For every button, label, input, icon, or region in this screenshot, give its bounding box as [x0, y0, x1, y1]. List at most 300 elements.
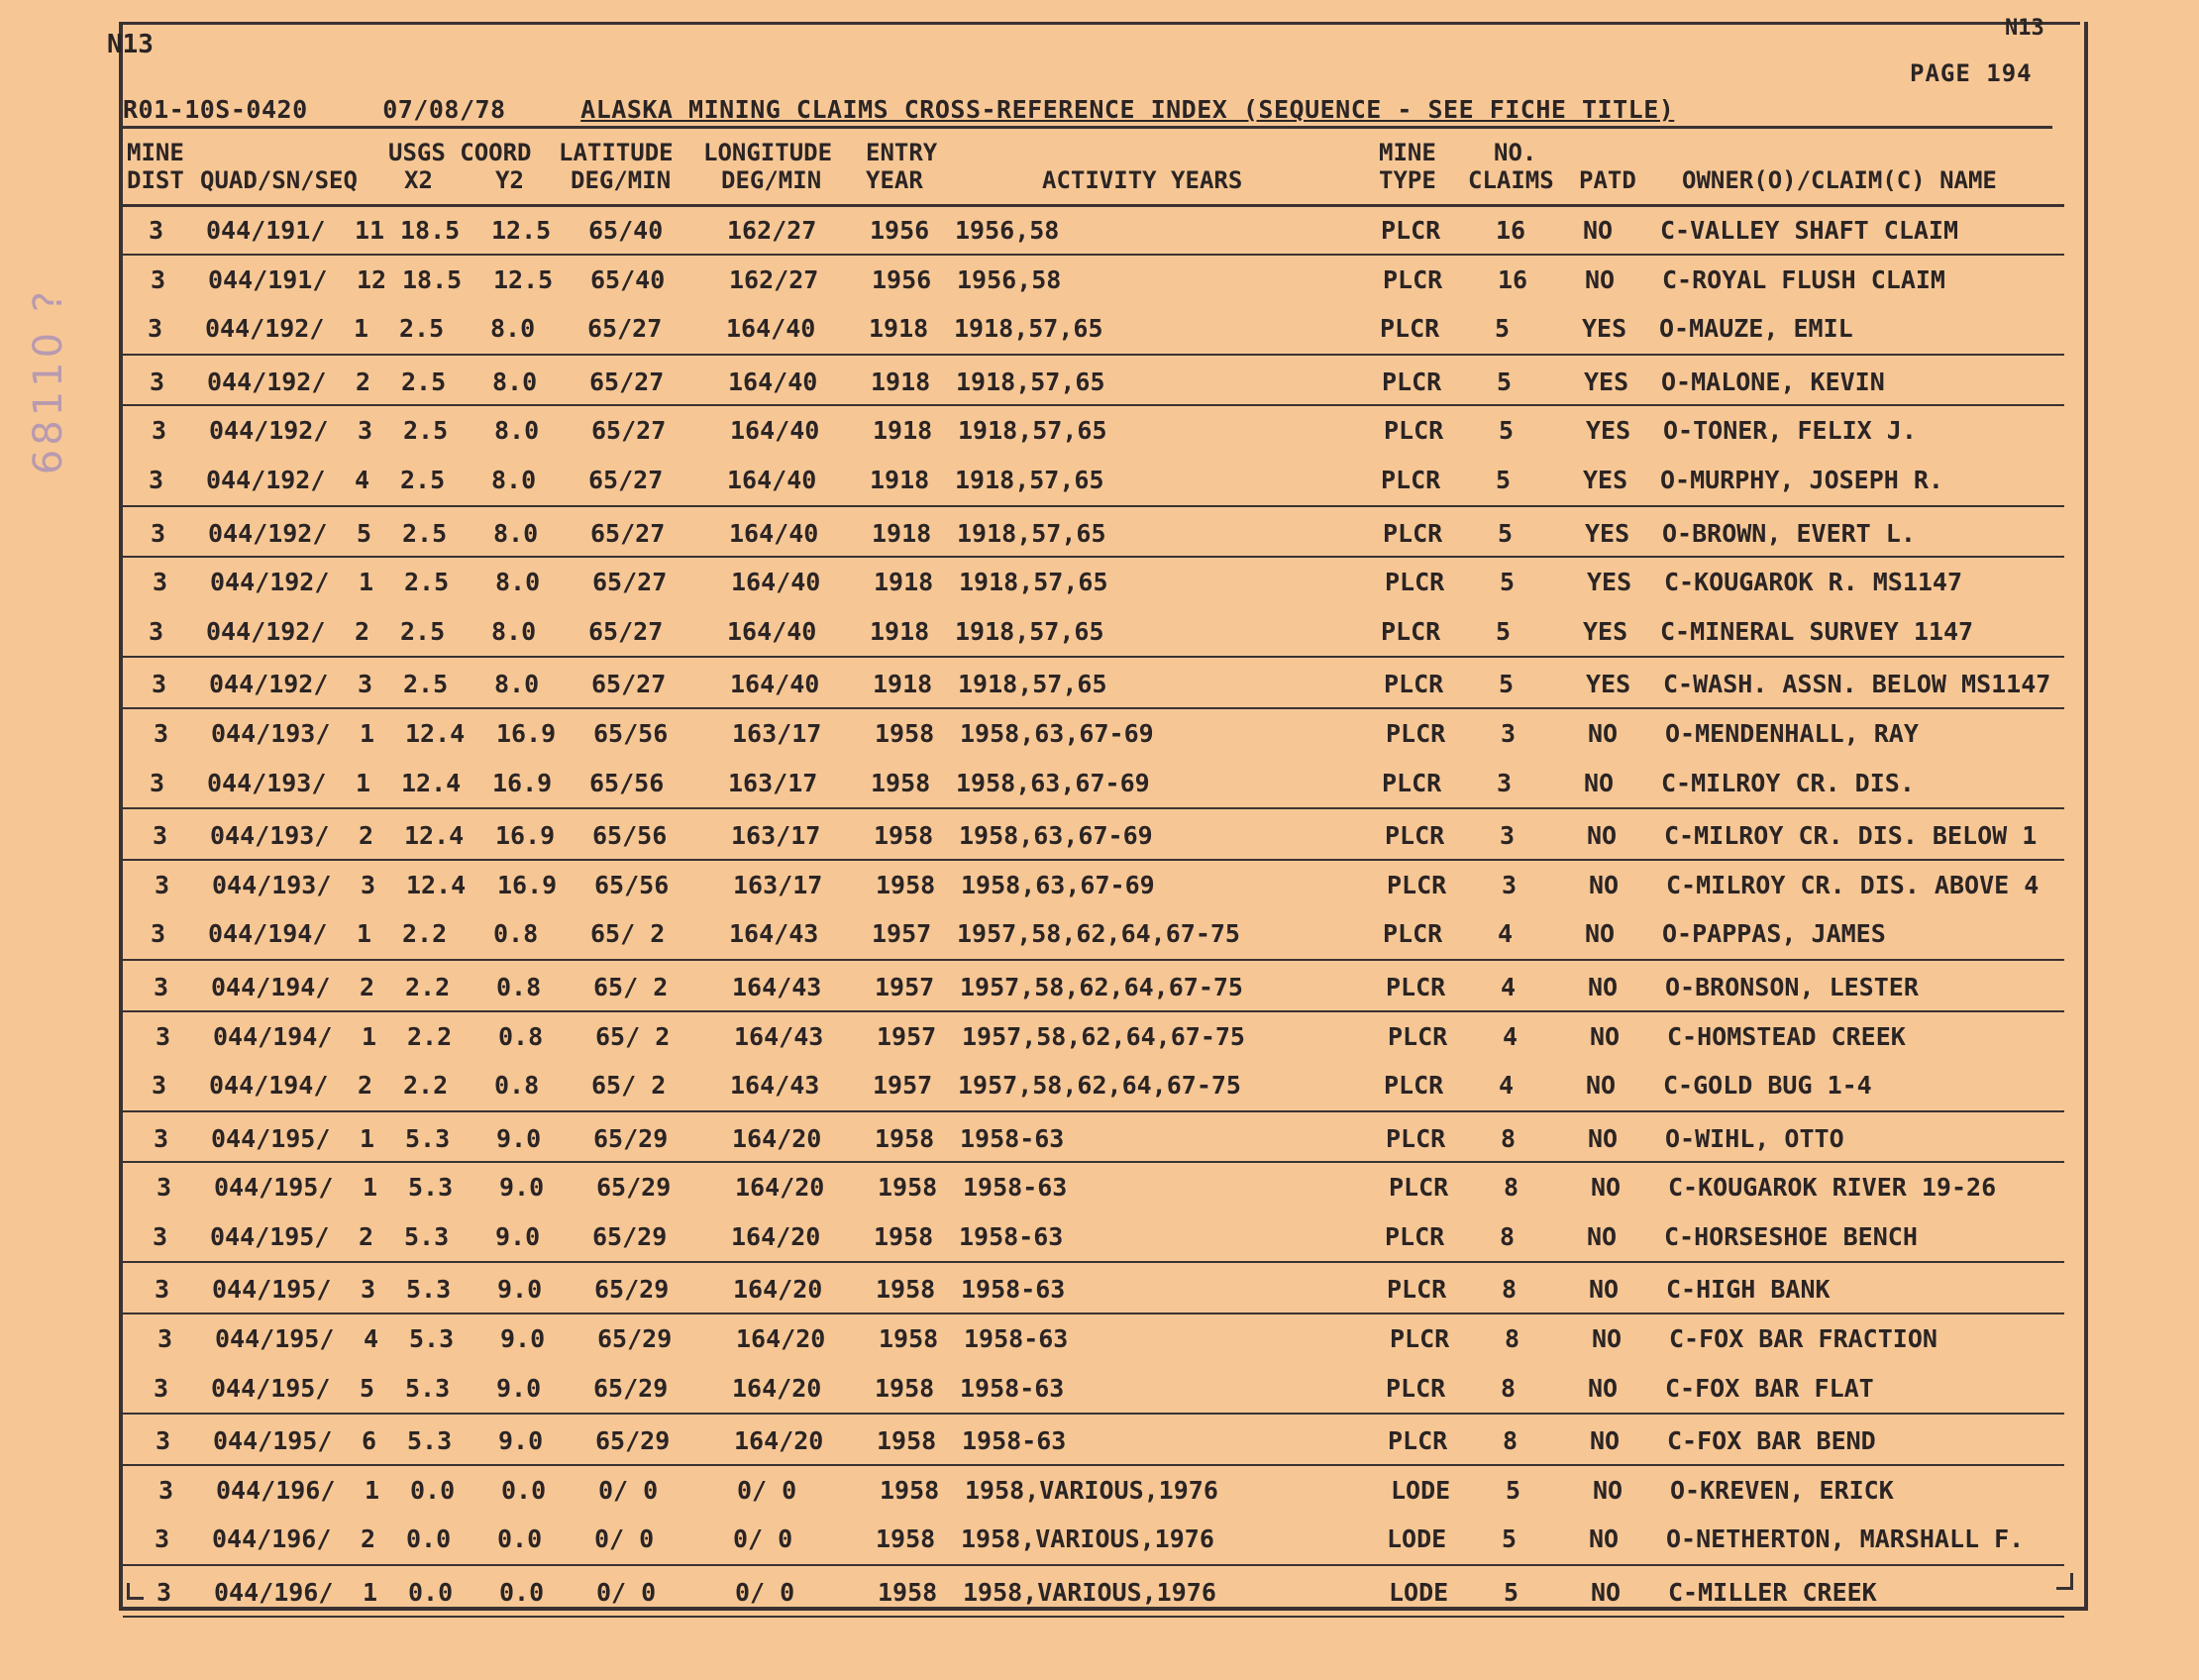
row-dist: 3 [153, 568, 168, 597]
row-lon: 164/40 [727, 465, 817, 494]
row-lon: 0/ 0 [735, 1578, 795, 1608]
row-claims: 5 [1497, 367, 1513, 396]
row-name: O-PAPPAS, JAMES [1662, 919, 1886, 949]
table-row [123, 759, 2064, 810]
row-dist: 3 [156, 1426, 171, 1456]
row-name: C-MINERAL SURVEY 1147 [1660, 616, 1974, 646]
table-row [123, 1112, 2064, 1164]
row-x2: 5.3 [409, 1324, 455, 1354]
row-type: PLCR [1384, 416, 1444, 446]
row-patd: YES [1584, 367, 1629, 396]
row-patd: NO [1588, 1373, 1619, 1403]
row-claims: 8 [1501, 1123, 1517, 1153]
row-type: PLCR [1382, 768, 1442, 797]
row-claims: 5 [1500, 568, 1516, 597]
row-name: O-KREVEN, ERICK [1670, 1475, 1894, 1505]
row-y2: 9.0 [499, 1173, 545, 1203]
row-name: C-HIGH BANK [1666, 1275, 1831, 1305]
row-dist: 3 [148, 314, 163, 344]
row-lon: 164/43 [732, 972, 822, 1001]
row-name: O-NETHERTON, MARSHALL F. [1666, 1524, 2025, 1554]
row-lon: 0/ 0 [733, 1524, 793, 1554]
row-seq: 1 [365, 1475, 380, 1505]
claims-table [123, 204, 2064, 1618]
col-owner: OWNER(O)/CLAIM(C) NAME [1682, 166, 1997, 194]
row-dist: 3 [155, 1275, 170, 1305]
row-patd: YES [1586, 416, 1631, 446]
table-row [123, 406, 2064, 456]
row-activity: 1957,58,62,64,67-75 [962, 1021, 1245, 1051]
row-name: O-BROWN, EVERT L. [1662, 518, 1916, 548]
row-y2: 16.9 [495, 821, 556, 851]
row-entry: 1957 [872, 919, 932, 949]
row-x2: 2.2 [403, 1071, 449, 1101]
row-x2: 5.3 [404, 1221, 450, 1251]
row-activity: 1957,58,62,64,67-75 [957, 919, 1240, 949]
table-row [123, 961, 2064, 1012]
row-activity: 1957,58,62,64,67-75 [960, 972, 1243, 1001]
table-row [123, 1012, 2064, 1062]
row-activity: 1958,VARIOUS,1976 [963, 1578, 1216, 1608]
row-dist: 3 [157, 1324, 173, 1354]
col-claims2: CLAIMS [1468, 166, 1554, 194]
row-lon: 164/40 [726, 314, 816, 344]
row-dist: 3 [153, 821, 168, 851]
row-name: C-FOX BAR FRACTION [1669, 1324, 1937, 1354]
row-lat: 0/ 0 [596, 1578, 657, 1608]
row-y2: 16.9 [492, 768, 553, 797]
row-entry: 1957 [877, 1021, 937, 1051]
row-type: PLCR [1386, 718, 1446, 748]
row-patd: NO [1593, 1475, 1623, 1505]
row-dist: 3 [150, 367, 165, 396]
row-quad: 044/194/ [208, 919, 328, 949]
row-x2: 0.0 [406, 1524, 452, 1554]
table-row [123, 1515, 2064, 1566]
row-name: O-WIHL, OTTO [1665, 1123, 1844, 1153]
table-row [123, 658, 2064, 709]
row-quad: 044/191/ [206, 216, 326, 245]
col-claims: NO. [1494, 139, 1537, 166]
row-quad: 044/194/ [211, 972, 331, 1001]
row-lat: 65/ 2 [590, 919, 666, 949]
col-entry: ENTRY [866, 139, 938, 166]
row-activity: 1956,58 [957, 264, 1062, 294]
table-row [123, 909, 2064, 961]
row-dist: 3 [150, 768, 165, 797]
row-lon: 164/40 [728, 367, 818, 396]
row-x2: 5.3 [405, 1373, 451, 1403]
row-seq: 2 [359, 1221, 374, 1251]
row-lon: 164/40 [727, 616, 817, 646]
row-dist: 3 [154, 1123, 169, 1153]
row-y2: 16.9 [497, 870, 558, 899]
row-lat: 65/40 [590, 264, 666, 294]
row-dist: 3 [152, 1071, 167, 1101]
table-row [123, 304, 2064, 356]
table-row [123, 861, 2064, 910]
row-claims: 16 [1498, 264, 1528, 294]
row-dist: 3 [155, 870, 170, 899]
row-seq: 5 [360, 1373, 375, 1403]
row-name: C-KOUGAROK R. MS1147 [1664, 568, 1963, 597]
row-quad: 044/193/ [212, 870, 332, 899]
row-claims: 5 [1504, 1578, 1519, 1608]
row-lat: 65/27 [591, 416, 667, 446]
row-seq: 1 [363, 1173, 378, 1203]
row-name: O-MENDENHALL, RAY [1665, 718, 1919, 748]
row-y2: 0.8 [498, 1021, 544, 1051]
row-activity: 1958-63 [964, 1324, 1069, 1354]
row-quad: 044/195/ [211, 1123, 331, 1153]
row-dist: 3 [151, 518, 166, 548]
row-y2: 9.0 [496, 1123, 542, 1153]
row-lon: 162/27 [729, 264, 819, 294]
row-lon: 163/17 [731, 821, 821, 851]
report-date: 07/08/78 [382, 95, 506, 124]
row-lon: 164/20 [733, 1275, 823, 1305]
row-dist: 3 [152, 416, 167, 446]
row-x2: 5.3 [408, 1173, 454, 1203]
row-x2: 5.3 [407, 1426, 453, 1456]
row-patd: NO [1589, 870, 1620, 899]
row-name: C-KOUGAROK RIVER 19-26 [1668, 1173, 1997, 1203]
row-quad: 044/195/ [212, 1275, 332, 1305]
table-row [123, 256, 2064, 305]
row-name: O-MAUZE, EMIL [1659, 314, 1853, 344]
row-entry: 1958 [876, 870, 936, 899]
row-type: PLCR [1381, 465, 1441, 494]
row-quad: 044/192/ [208, 518, 328, 548]
row-patd: NO [1588, 718, 1619, 748]
row-quad: 044/195/ [213, 1426, 333, 1456]
report-id: R01-10S-0420 [123, 95, 308, 124]
table-row [123, 456, 2064, 507]
table-row [123, 1212, 2064, 1264]
row-claims: 5 [1495, 314, 1511, 344]
row-quad: 044/195/ [215, 1324, 335, 1354]
row-lon: 164/43 [730, 1071, 820, 1101]
row-name: O-BRONSON, LESTER [1665, 972, 1919, 1001]
row-quad: 044/192/ [206, 465, 326, 494]
row-name: O-MURPHY, JOSEPH R. [1660, 465, 1943, 494]
row-y2: 0.0 [501, 1475, 547, 1505]
row-lat: 65/27 [589, 367, 665, 396]
row-x2: 2.5 [399, 314, 445, 344]
row-claims: 5 [1499, 670, 1515, 699]
row-claims: 5 [1499, 416, 1515, 446]
row-x2: 12.4 [406, 870, 467, 899]
row-dist: 3 [156, 1021, 171, 1051]
row-patd: NO [1588, 972, 1619, 1001]
row-y2: 8.0 [494, 416, 540, 446]
row-x2: 12.4 [404, 821, 465, 851]
row-claims: 5 [1502, 1524, 1518, 1554]
table-row [123, 1364, 2064, 1416]
row-lat: 65/29 [595, 1426, 671, 1456]
row-quad: 044/192/ [209, 416, 329, 446]
row-quad: 044/191/ [208, 264, 328, 294]
col-lat-unit: DEG/MIN [571, 166, 672, 194]
row-claims: 8 [1503, 1426, 1518, 1456]
row-claims: 3 [1501, 718, 1517, 748]
row-entry: 1958 [875, 718, 935, 748]
row-patd: YES [1585, 518, 1630, 548]
row-name: C-WASH. ASSN. BELOW MS1147 [1663, 670, 2051, 699]
row-y2: 8.0 [492, 367, 538, 396]
row-claims: 5 [1506, 1475, 1521, 1505]
row-quad: 044/193/ [211, 718, 331, 748]
table-row [123, 204, 2064, 256]
row-y2: 12.5 [493, 264, 554, 294]
row-dist: 3 [151, 264, 166, 294]
table-row [123, 1314, 2064, 1364]
row-seq: 11 [355, 216, 385, 245]
row-claims: 8 [1504, 1173, 1519, 1203]
row-type: PLCR [1385, 1221, 1445, 1251]
row-dist: 3 [149, 465, 164, 494]
row-lat: 0/ 0 [598, 1475, 659, 1505]
row-entry: 1958 [875, 1373, 935, 1403]
row-entry: 1958 [880, 1475, 940, 1505]
row-type: LODE [1389, 1578, 1449, 1608]
row-claims: 8 [1500, 1221, 1516, 1251]
row-dist: 3 [154, 1373, 169, 1403]
row-entry: 1958 [876, 1524, 936, 1554]
row-quad: 044/193/ [207, 768, 327, 797]
row-patd: NO [1591, 1578, 1622, 1608]
table-row [123, 1415, 2064, 1466]
table-row [123, 1466, 2064, 1516]
row-dist: 3 [149, 216, 164, 245]
row-entry: 1958 [874, 821, 934, 851]
row-quad: 044/195/ [210, 1221, 330, 1251]
row-type: PLCR [1383, 264, 1443, 294]
row-lat: 65/29 [594, 1275, 670, 1305]
col-entry-year: YEAR [866, 166, 923, 194]
row-dist: 3 [157, 1173, 172, 1203]
table-row [123, 1061, 2064, 1112]
report-header [123, 95, 2052, 129]
table-row [123, 709, 2064, 759]
row-seq: 12 [357, 264, 387, 294]
row-quad: 044/192/ [207, 367, 327, 396]
row-activity: 1918,57,65 [954, 314, 1103, 344]
row-entry: 1918 [872, 518, 932, 548]
row-lon: 164/40 [730, 670, 820, 699]
col-usgs: USGS COORD [388, 139, 532, 166]
row-lat: 65/27 [590, 518, 666, 548]
row-quad: 044/193/ [210, 821, 330, 851]
row-lon: 164/20 [732, 1373, 822, 1403]
row-dist: 3 [151, 919, 166, 949]
corner-code: N13 [107, 30, 154, 59]
row-patd: YES [1583, 616, 1628, 646]
row-type: PLCR [1381, 216, 1441, 245]
row-activity: 1958,63,67-69 [959, 821, 1153, 851]
row-seq: 1 [356, 768, 371, 797]
row-seq: 3 [358, 670, 373, 699]
table-row [123, 809, 2064, 861]
row-type: PLCR [1387, 870, 1447, 899]
row-dist: 3 [153, 1221, 168, 1251]
row-seq: 2 [356, 367, 371, 396]
col-patd: PATD [1579, 166, 1636, 194]
row-seq: 1 [359, 568, 374, 597]
row-lat: 65/ 2 [593, 972, 669, 1001]
row-lon: 163/17 [732, 718, 822, 748]
row-lat: 0/ 0 [594, 1524, 655, 1554]
row-dist: 3 [155, 1524, 170, 1554]
row-entry: 1918 [873, 670, 933, 699]
col-x2: X2 [404, 166, 433, 194]
row-entry: 1958 [878, 1173, 938, 1203]
row-name: C-MILROY CR. DIS. BELOW 1 [1664, 821, 2038, 851]
row-lat: 65/29 [597, 1324, 673, 1354]
row-name: C-ROYAL FLUSH CLAIM [1662, 264, 1945, 294]
row-x2: 5.3 [406, 1275, 452, 1305]
row-quad: 044/196/ [212, 1524, 332, 1554]
row-quad: 044/192/ [206, 616, 326, 646]
row-x2: 18.5 [402, 264, 463, 294]
row-lat: 65/56 [594, 870, 670, 899]
row-lon: 164/40 [729, 518, 819, 548]
row-seq: 5 [357, 518, 372, 548]
row-name: O-MALONE, KEVIN [1661, 367, 1885, 396]
row-seq: 1 [354, 314, 369, 344]
row-seq: 1 [360, 718, 375, 748]
row-activity: 1918,57,65 [957, 518, 1106, 548]
row-seq: 1 [360, 1123, 375, 1153]
row-seq: 3 [358, 416, 373, 446]
row-activity: 1958,63,67-69 [956, 768, 1150, 797]
row-type: PLCR [1386, 972, 1446, 1001]
row-quad: 044/195/ [211, 1373, 331, 1403]
row-claims: 5 [1496, 616, 1512, 646]
row-lon: 0/ 0 [737, 1475, 797, 1505]
row-type: PLCR [1384, 1071, 1444, 1101]
row-seq: 4 [355, 465, 370, 494]
table-row [123, 1566, 2064, 1618]
row-patd: NO [1590, 1426, 1621, 1456]
row-y2: 8.0 [491, 616, 537, 646]
row-quad: 044/196/ [214, 1578, 334, 1608]
row-lat: 65/27 [588, 465, 664, 494]
row-lat: 65/ 2 [595, 1021, 671, 1051]
row-x2: 2.2 [407, 1021, 453, 1051]
row-type: PLCR [1385, 568, 1445, 597]
row-entry: 1918 [870, 616, 930, 646]
row-type: PLCR [1384, 670, 1444, 699]
col-lon: LONGITUDE [703, 139, 833, 166]
row-claims: 4 [1498, 919, 1514, 949]
report-title: ALASKA MINING CLAIMS CROSS-REFERENCE INDEX (SEQUENCE - SEE FICHE TITLE) [580, 95, 1675, 124]
row-name: C-HOMSTEAD CREEK [1667, 1021, 1906, 1051]
corner-mark-bl [127, 1583, 144, 1600]
col-y2: Y2 [495, 166, 524, 194]
row-dist: 3 [154, 972, 169, 1001]
row-lat: 65/27 [591, 670, 667, 699]
row-claims: 8 [1502, 1275, 1518, 1305]
row-activity: 1958,63,67-69 [961, 870, 1155, 899]
row-activity: 1958,63,67-69 [960, 718, 1154, 748]
row-activity: 1958-63 [959, 1221, 1064, 1251]
row-type: PLCR [1380, 314, 1440, 344]
row-type: PLCR [1383, 518, 1443, 548]
row-lat: 65/56 [592, 821, 668, 851]
row-type: LODE [1391, 1475, 1451, 1505]
row-entry: 1918 [870, 465, 930, 494]
row-claims: 4 [1501, 972, 1517, 1001]
row-claims: 5 [1496, 465, 1512, 494]
row-x2: 12.4 [405, 718, 466, 748]
row-activity: 1958-63 [960, 1373, 1065, 1403]
table-row [123, 1163, 2064, 1212]
row-claims: 5 [1498, 518, 1514, 548]
row-type: PLCR [1390, 1324, 1450, 1354]
row-seq: 1 [363, 1578, 378, 1608]
row-x2: 2.5 [403, 416, 449, 446]
row-entry: 1957 [875, 972, 935, 1001]
row-quad: 044/194/ [213, 1021, 333, 1051]
col-lon-unit: DEG/MIN [721, 166, 822, 194]
row-patd: NO [1585, 919, 1616, 949]
row-y2: 0.0 [497, 1524, 543, 1554]
row-seq: 2 [361, 1524, 376, 1554]
row-y2: 8.0 [493, 518, 539, 548]
row-activity: 1918,57,65 [955, 616, 1104, 646]
row-y2: 8.0 [491, 465, 537, 494]
row-quad: 044/195/ [214, 1173, 334, 1203]
row-name: C-MILROY CR. DIS. ABOVE 4 [1666, 870, 2040, 899]
row-lon: 164/20 [732, 1123, 822, 1153]
row-y2: 8.0 [490, 314, 536, 344]
row-x2: 18.5 [400, 216, 461, 245]
row-x2: 0.0 [408, 1578, 454, 1608]
row-entry: 1958 [879, 1324, 939, 1354]
row-lat: 65/56 [593, 718, 669, 748]
row-activity: 1958,VARIOUS,1976 [961, 1524, 1214, 1554]
row-type: PLCR [1386, 1123, 1446, 1153]
row-entry: 1918 [869, 314, 929, 344]
row-name: C-FOX BAR BEND [1667, 1426, 1876, 1456]
row-y2: 0.8 [496, 972, 542, 1001]
row-seq: 2 [358, 1071, 373, 1101]
row-x2: 2.5 [401, 367, 447, 396]
row-seq: 1 [362, 1021, 377, 1051]
table-row [123, 1263, 2064, 1314]
row-name: C-VALLEY SHAFT CLAIM [1660, 216, 1959, 245]
row-activity: 1958-63 [961, 1275, 1066, 1305]
row-name: O-TONER, FELIX J. [1663, 416, 1917, 446]
row-patd: NO [1591, 1173, 1622, 1203]
row-name: C-MILLER CREEK [1668, 1578, 1877, 1608]
row-type: PLCR [1389, 1173, 1449, 1203]
row-entry: 1958 [876, 1275, 936, 1305]
row-type: PLCR [1386, 1373, 1446, 1403]
row-claims: 3 [1497, 768, 1513, 797]
row-patd: NO [1592, 1324, 1623, 1354]
row-lat: 65/29 [596, 1173, 672, 1203]
row-seq: 2 [359, 821, 374, 851]
row-lon: 164/20 [736, 1324, 826, 1354]
row-activity: 1958-63 [962, 1426, 1067, 1456]
row-entry: 1958 [878, 1578, 938, 1608]
row-dist: 3 [149, 616, 164, 646]
row-seq: 2 [360, 972, 375, 1001]
col-type2: TYPE [1379, 166, 1436, 194]
row-y2: 9.0 [496, 1373, 542, 1403]
